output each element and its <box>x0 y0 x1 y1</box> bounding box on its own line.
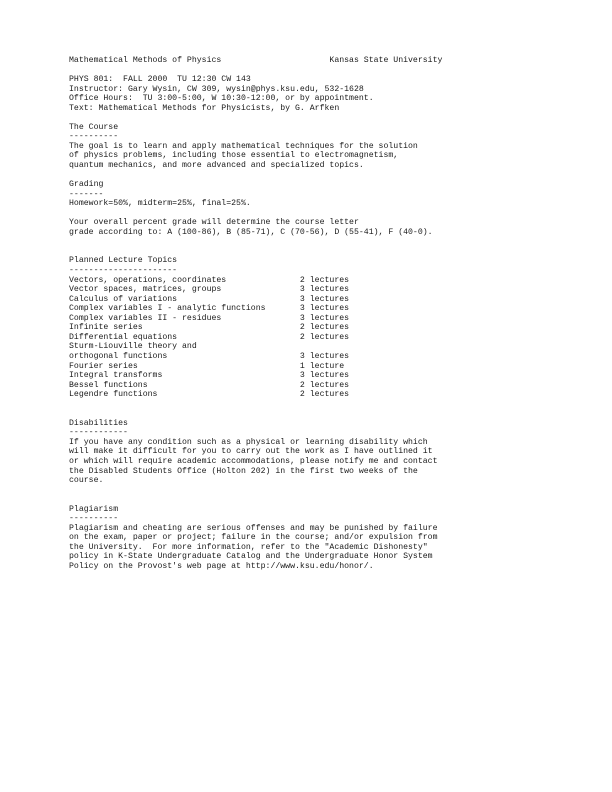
text-line: Vector spaces, matrices, groups 3 lectures <box>69 285 350 295</box>
text-line <box>69 171 442 181</box>
text-line: Vectors, operations, coordinates 2 lectures <box>69 275 350 285</box>
text-line: Disabilities <box>69 418 128 428</box>
text-line: If you have any condition such as a physical or learning disability which <box>69 437 428 447</box>
text-line: Your overall percent grade will determine the course letter <box>69 218 359 228</box>
text-line: quantum mechanics, and more advanced and specialized topics. <box>69 161 364 171</box>
text-line: Office Hours: TU 3:00-5:00, W 10:30-12:00, or by appointment. <box>69 94 374 104</box>
text-line: course. <box>69 476 104 486</box>
text-line: Fourier series 1 lecture <box>69 361 345 371</box>
text-line: ---------- <box>69 514 119 524</box>
text-line: policy in K-State Undergraduate Catalog and the Undergraduate Honor System <box>69 552 433 562</box>
text-line <box>69 237 442 247</box>
text-line: Grading <box>69 180 104 190</box>
text-line: or which will require academic accommodations, please notify me and contact <box>69 456 438 466</box>
text-line: orthogonal functions 3 lectures <box>69 351 350 361</box>
text-line: ------- <box>69 189 104 199</box>
text-line: Legendre functions 2 lectures <box>69 390 350 400</box>
text-line: Text: Mathematical Methods for Physicists, by G. Arfken <box>69 103 340 113</box>
text-line: Policy on the Provost's web page at http://www.ksu.edu/honor/. <box>69 561 374 571</box>
text-line: PHYS 801: FALL 2000 TU 12:30 CW 143 <box>69 75 251 85</box>
text-line: ---------------------- <box>69 266 178 276</box>
text-line: The Course <box>69 122 119 132</box>
text-line: Mathematical Methods of Physics Kansas State University <box>69 56 443 65</box>
syllabus-text <box>69 56 442 572</box>
text-line: Planned Lecture Topics <box>69 256 178 266</box>
text-line: Infinite series 2 lectures <box>69 323 350 333</box>
text-line: on the exam, paper or project; failure in the course; and/or expulsion from <box>69 533 438 543</box>
text-line: Plagiarism and cheating are serious offenses and may be punished by failure <box>69 523 438 533</box>
text-line: Sturm-Liouville theory and <box>69 342 197 352</box>
text-line: grade according to: A (100-86), B (85-71), C (70-56), D (55-41), F (40-0). <box>69 227 433 237</box>
text-line: ------------ <box>69 428 128 438</box>
text-line: Integral transforms 3 lectures <box>69 371 350 381</box>
text-line: Bessel functions 2 lectures <box>69 380 350 390</box>
text-line <box>69 409 442 419</box>
text-line: Calculus of variations 3 lectures <box>69 294 350 304</box>
text-line: Instructor: Gary Wysin, CW 309, wysin@phys.ksu.edu, 532-1628 <box>69 84 364 94</box>
text-line <box>69 495 442 505</box>
text-line: will make it difficult for you to carry out the work as I have outlined it <box>69 447 433 457</box>
text-line <box>69 113 442 123</box>
text-line: Plagiarism <box>69 504 119 514</box>
text-line <box>69 66 442 76</box>
text-line: Complex variables II - residues 3 lectures <box>69 313 350 323</box>
text-line <box>69 400 442 410</box>
text-line: The goal is to learn and apply mathematical techniques for the solution <box>69 141 418 151</box>
text-line: the Disabled Students Office (Holton 202) in the first two weeks of the <box>69 466 418 476</box>
text-line: of physics problems, including those essential to electromagnetism, <box>69 151 399 161</box>
text-line: ---------- <box>69 132 119 142</box>
text-line: the University. For more information, refer to the "Academic Dishonesty" <box>69 542 428 552</box>
text-line <box>69 209 442 219</box>
text-line: Homework=50%, midterm=25%, final=25%. <box>69 199 251 209</box>
text-line: Complex variables I - analytic functions 3 lectures <box>69 304 350 314</box>
text-line <box>69 486 442 496</box>
text-line: Differential equations 2 lectures <box>69 332 350 342</box>
